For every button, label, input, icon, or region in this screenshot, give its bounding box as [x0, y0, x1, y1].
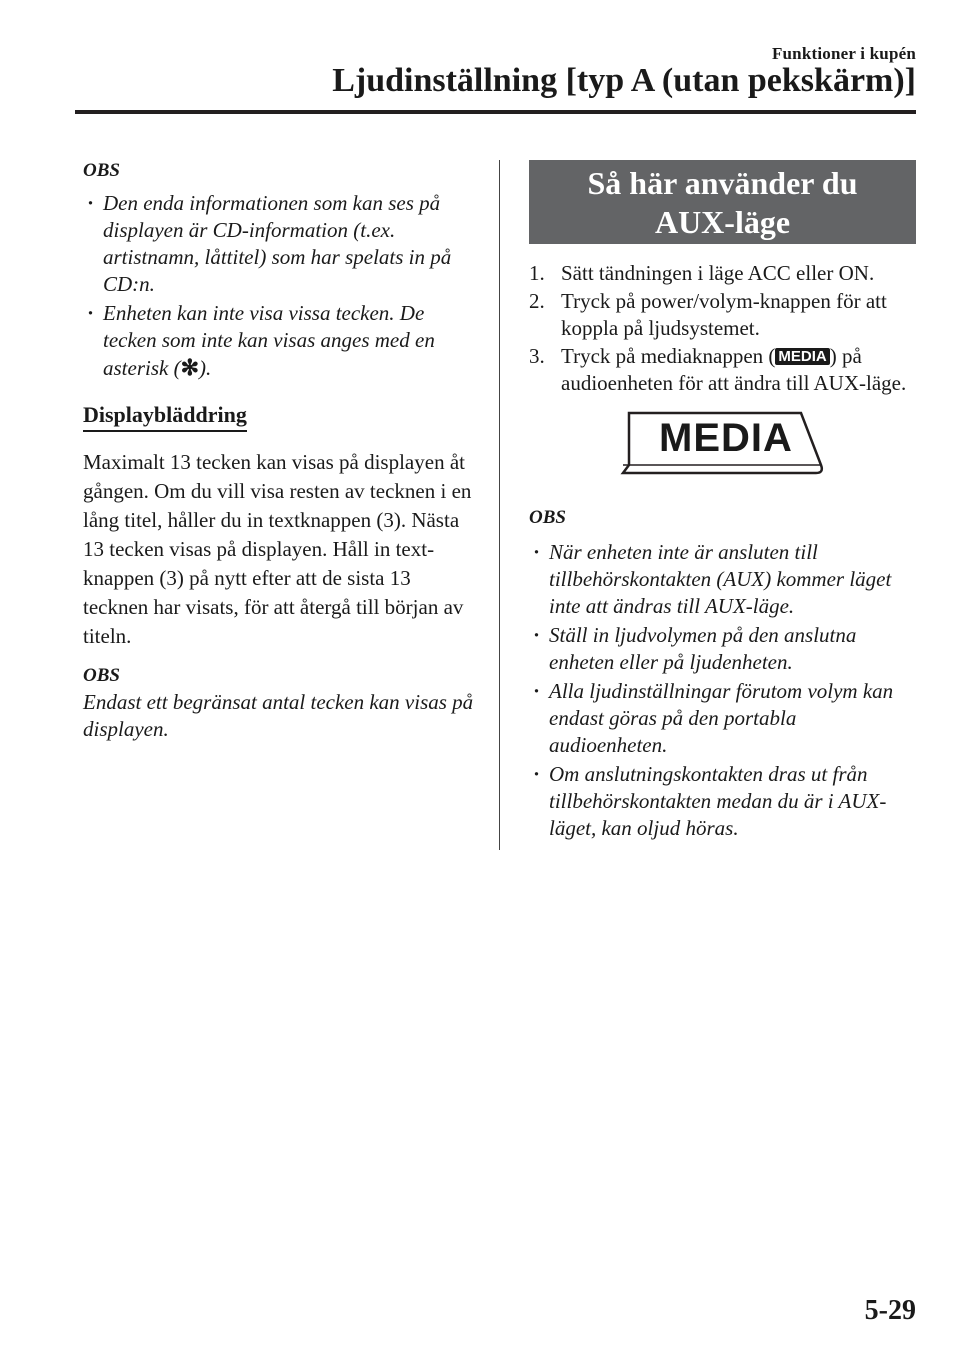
step-list: [529, 260, 919, 397]
step-text: Sätt tändningen i läge ACC eller ON.: [561, 261, 875, 285]
page-number: 5-29: [864, 1295, 916, 1326]
obs-label: OBS: [83, 665, 120, 686]
obs-note-item: · Ställ in ljudvolymen på den anslutna enheten eller på ljudenheten.: [529, 622, 919, 676]
obs-note-text: Enheten kan inte visa vissa tecken. De tecken som inte kan visas anges med en: [103, 301, 435, 352]
obs-label: OBS: [83, 160, 120, 181]
step-text: Tryck på power/volym-knappen för att koppla på ljudsystemet.: [561, 289, 887, 340]
chapter-label: Funktioner i kupén: [771, 44, 916, 63]
banner-line-1: Så här använder du: [587, 165, 858, 201]
step-text-before: Tryck på mediaknappen (: [561, 344, 776, 368]
left-column: [75, 160, 475, 743]
obs-label: OBS: [529, 507, 566, 528]
banner-line-2: AUX-läge: [654, 204, 791, 240]
asterisk-tail: ).: [199, 356, 212, 380]
step-number: 1.: [529, 261, 545, 285]
column-divider: [499, 160, 500, 850]
step-item: [529, 343, 919, 397]
step-item: [529, 260, 919, 287]
obs-note-item: [83, 300, 475, 382]
media-inline-icon: MEDIA: [775, 348, 829, 365]
obs-note-item: · Den enda informationen som kan ses på displayen är CD-information (t.ex. artistnamn, låttitel) som har spelats in på CD:n.: [83, 190, 475, 298]
obs-block: [83, 665, 475, 743]
subheading-display-scroll: Displaybläddring: [83, 402, 247, 432]
obs-note-item: · När enheten inte är ansluten till tillbehörskontakten (AUX) kommer läget inte att ändras till AUX-läge.: [529, 539, 919, 620]
asterisk-icon: ✻: [180, 355, 200, 380]
obs-note-list: [83, 190, 475, 382]
obs-text: Endast ett begränsat antal tecken kan visas på displayen.: [83, 690, 474, 741]
right-column: [529, 160, 919, 844]
obs-note-list: [529, 539, 919, 842]
obs-note-item: · Om anslutningskontakten dras ut från tillbehörskontakten medan du är i AUX-läget, kan oljud höras.: [529, 761, 919, 842]
display-scroll-paragraph: Maximalt 13 tecken kan visas på displayen åt gången. Om du vill visa resten av tecknen i en lång titel, håller du in textknappen (3). Nästa 13 tecken visas på displayen. Håll in text-knappen (3) på nytt efter att de sista 13 tecknen har visats, för att återgå till början av titeln.: [83, 450, 472, 648]
step-number: 3.: [529, 344, 545, 368]
header-rule: [75, 110, 916, 114]
step-number: 2.: [529, 289, 545, 313]
page-header: [0, 0, 960, 120]
obs-note-item: · Alla ljudinställningar förutom volym kan endast göras på den portabla audioenheten.: [529, 678, 919, 759]
media-button-label: MEDIA: [659, 416, 793, 460]
step-text-after: ) på audioenheten för att ändra till AUX-läge.: [561, 344, 907, 395]
media-button-illustration: [615, 411, 831, 485]
step-item: [529, 288, 919, 342]
asterisk-lead: asterisk (: [103, 356, 181, 380]
section-title: Ljudinställning [typ A (utan pekskärm)]: [332, 62, 916, 99]
section-banner: [529, 160, 916, 244]
